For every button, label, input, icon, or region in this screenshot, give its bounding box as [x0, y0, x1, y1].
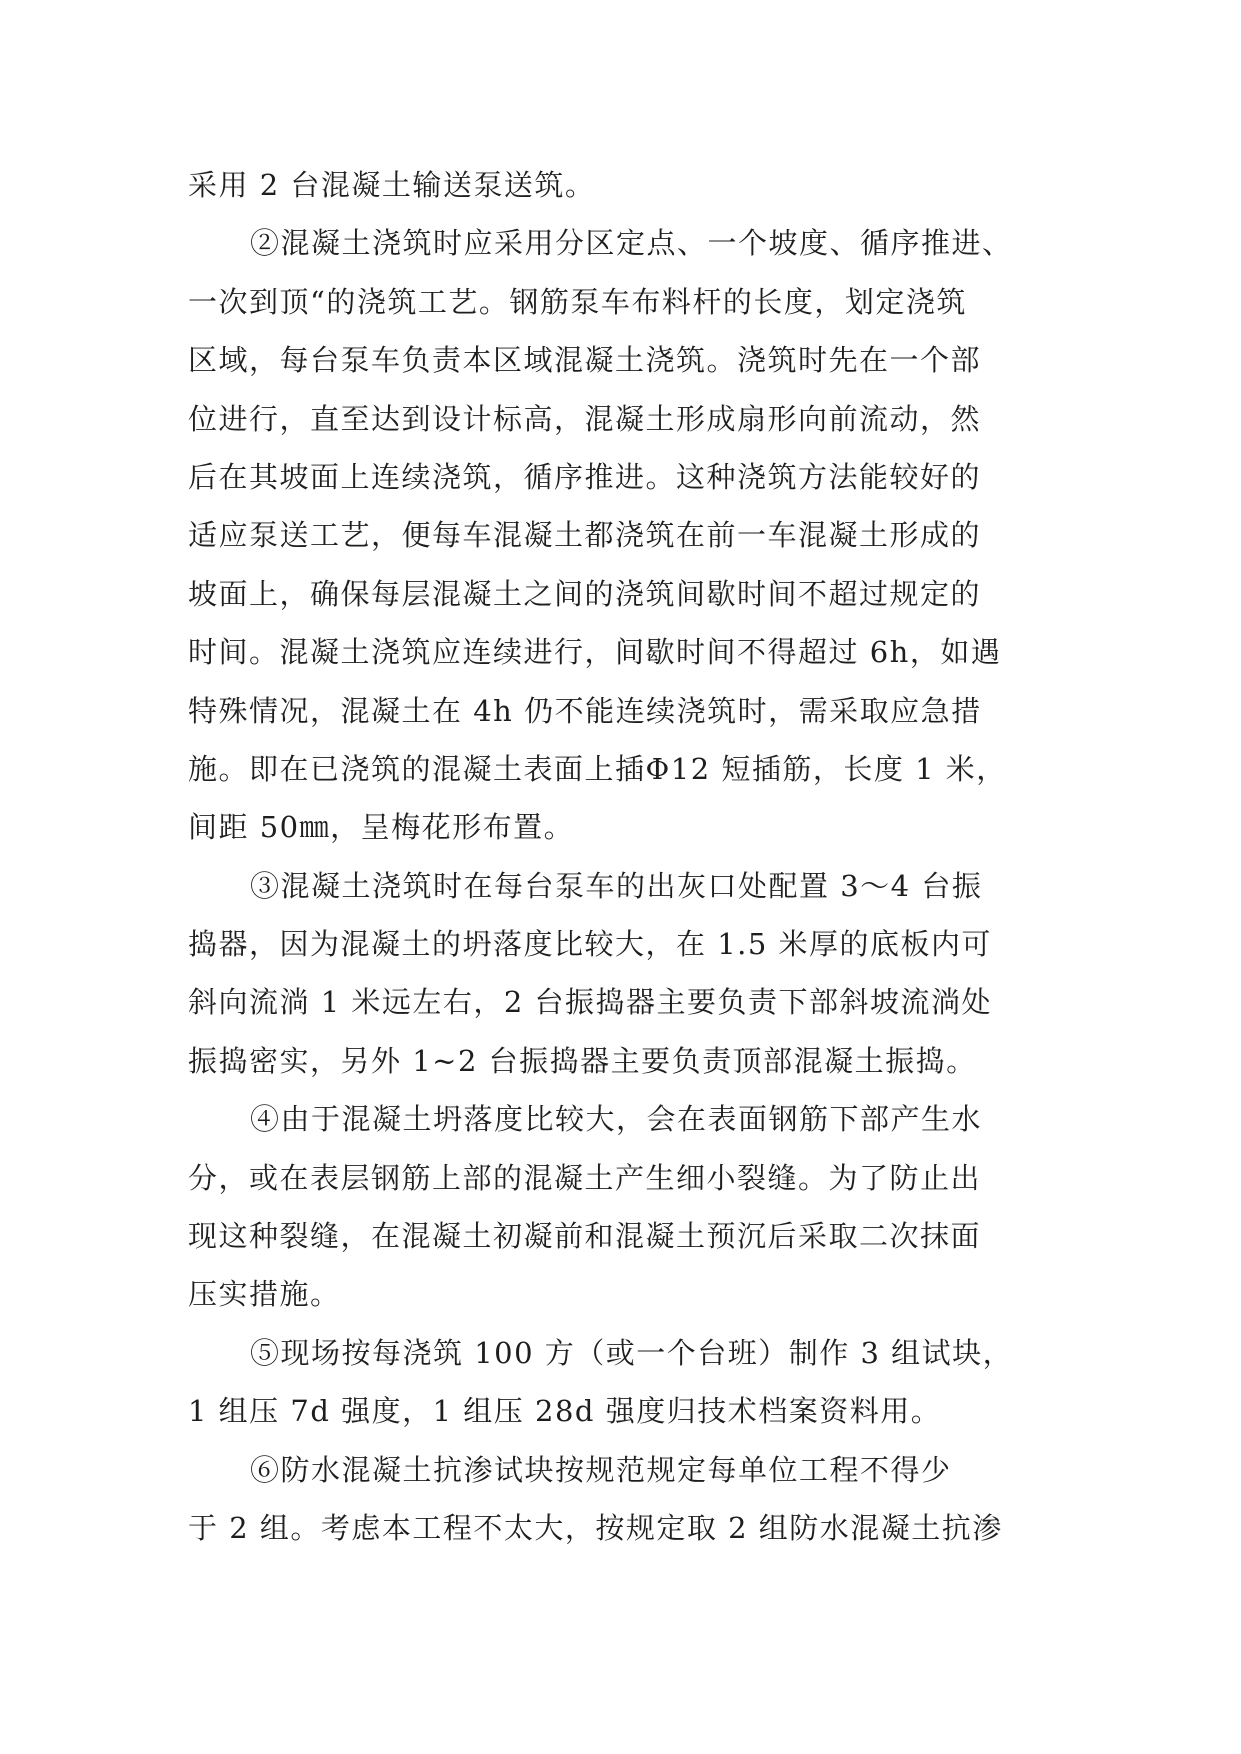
text-line: 采用 2 台混凝土输送泵送筑。 [188, 168, 596, 202]
text-line: 压实措施。 [188, 1277, 341, 1312]
text-line: 位进行，直至达到设计标高，混凝土形成扇形向前流动，然 [188, 401, 982, 436]
text-line: 适应泵送工艺，便每车混凝土都浇筑在前一车混凝土形成的 [188, 518, 982, 553]
text-line: 特殊情况，混凝土在 4h 仍不能连续浇筑时，需采取应急措 [188, 693, 982, 728]
text-line: 区域，每台泵车负责本区域混凝土浇筑。浇筑时先在一个部 [188, 343, 982, 378]
text-line: 施。即在已浇筑的混凝土表面上插Φ12 短插筋，长度 1 米， [188, 751, 1007, 786]
text-line: 后在其坡面上连续浇筑，循序推进。这种浇筑方法能较好的 [188, 459, 982, 494]
text-line: 一次到顶“的浇筑工艺。钢筋泵车布料杆的长度，划定浇筑 [188, 284, 967, 319]
text-line: 斜向流淌 1 米远左右，2 台振捣器主要负责下部斜坡流淌处 [188, 985, 993, 1020]
document-body [188, 156, 1068, 1557]
text-line: 捣器，因为混凝土的坍落度比较大，在 1.5 米厚的底板内可 [188, 927, 993, 962]
paragraph-5-start: ⑤现场按每浇筑 100 方（或一个台班）制作 3 组试块， [250, 1335, 1014, 1370]
paragraph-4-start: ④由于混凝土坍落度比较大，会在表面钢筋下部产生水 [250, 1102, 983, 1137]
text-line: 振捣密实，另外 1~2 台振捣器主要负责顶部混凝土振捣。 [188, 1043, 977, 1078]
paragraph-3-start: ③混凝土浇筑时在每台泵车的出灰口处配置 3～4 台振 [250, 868, 983, 903]
text-line: 分，或在表层钢筋上部的混凝土产生细小裂缝。为了防止出 [188, 1160, 982, 1195]
text-line: 时间。混凝土浇筑应连续进行，间歇时间不得超过 6h，如遇 [188, 635, 1002, 670]
text-line: 1 组压 7d 强度，1 组压 28d 强度归技术档案资料用。 [188, 1394, 942, 1429]
text-line: 现这种裂缝，在混凝土初凝前和混凝土预沉后采取二次抹面 [188, 1219, 982, 1254]
text-line: 于 2 组。考虑本工程不太大，按规定取 2 组防水混凝土抗渗 [188, 1510, 1003, 1545]
paragraph-2-start: ②混凝土浇筑时应采用分区定点、一个坡度、循序推进、 [250, 226, 1013, 261]
text-line: 坡面上，确保每层混凝土之间的浇筑间歇时间不超过规定的 [188, 576, 982, 611]
text-line: 间距 50㎜，呈梅花形布置。 [188, 810, 575, 845]
paragraph-6-start: ⑥防水混凝土抗渗试块按规范规定每单位工程不得少 [250, 1452, 952, 1487]
